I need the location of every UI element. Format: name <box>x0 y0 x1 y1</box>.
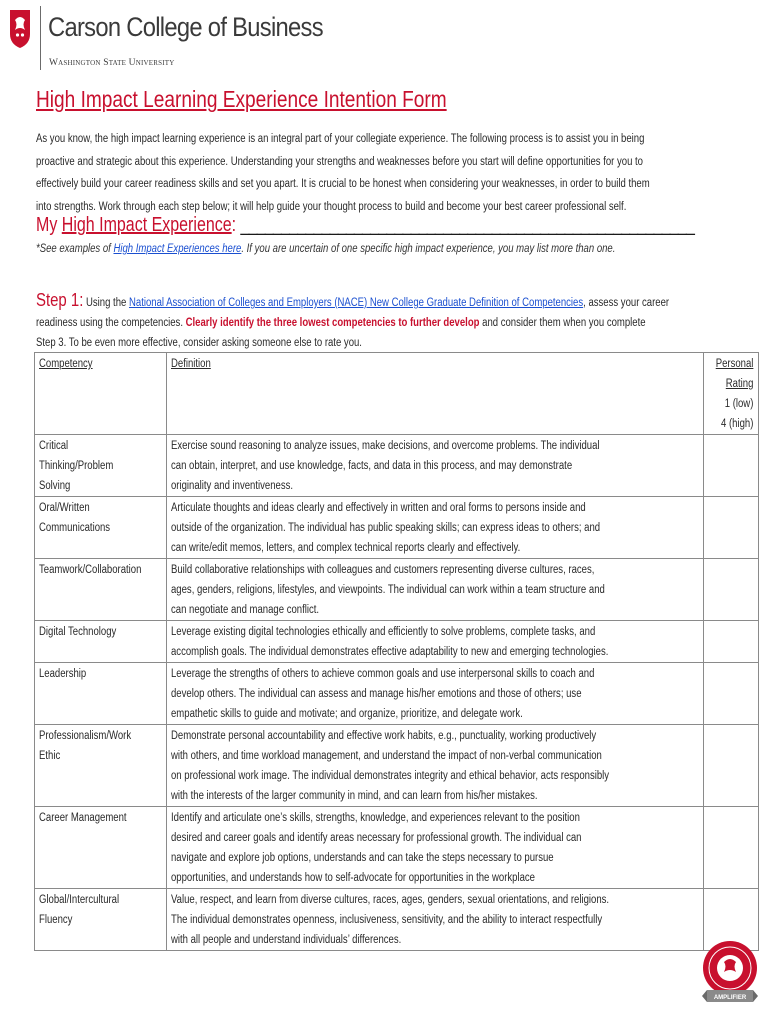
my-hie-prefix: My <box>36 214 62 236</box>
definition-line: Value, respect, and learn from diverse cultures, races, ages, genders, sexual orientations, and religions. <box>171 894 610 906</box>
table-row <box>35 725 759 807</box>
definition-line: develop others. The individual can assess and manage his/her emotions and those of others; use <box>171 688 582 700</box>
table-row <box>35 663 759 725</box>
step1-line <box>36 290 670 313</box>
definition-line: with others, and time workload management, and understand the impact of non-verbal communication <box>171 750 603 762</box>
definition-line: can write/edit memos, letters, and complex technical reports clearly and effectively. <box>171 542 521 554</box>
step1-line <box>36 313 646 333</box>
college-name: Carson College of Business <box>48 12 323 42</box>
competency-definition-cell <box>167 725 704 807</box>
step1-line2-a: readiness using the competencies. <box>36 317 186 329</box>
table-row <box>35 559 759 621</box>
header-divider <box>40 6 41 70</box>
competency-name-cell <box>35 621 167 663</box>
step1-emphasis: Clearly identify the three lowest competencies to further develop <box>185 317 480 329</box>
table-row <box>35 435 759 497</box>
intro-line: As you know, the high impact learning experience is an integral part of your collegiate experience. The following process is to assist you in being <box>36 133 645 145</box>
competency-name-line: Career Management <box>39 812 127 824</box>
header-competency: Competency <box>35 353 167 435</box>
competency-name-cell <box>35 889 167 951</box>
personal-rating-input[interactable] <box>704 435 758 497</box>
personal-rating-input[interactable] <box>704 807 758 889</box>
definition-line: can negotiate and manage conflict. <box>171 604 320 616</box>
competency-name-line: Oral/Written <box>39 502 90 514</box>
step1-label: Step 1: <box>36 290 84 310</box>
intro-line: effectively build your career readiness skills and set you apart. It is crucial to be honest when considering your weaknesses, in order to build them <box>36 178 650 190</box>
intro-line: proactive and strategic about this experience. Understanding your strengths and weaknesses before you start will define opportunities for you to <box>36 155 643 168</box>
definition-line: can obtain, interpret, and use knowledge, facts, and data in this process, and may demonstrate <box>171 460 573 472</box>
table-row <box>35 497 759 559</box>
hie-examples-link[interactable]: High Impact Experiences here <box>113 243 242 255</box>
definition-line: Leverage existing digital technologies ethically and efficiently to solve problems, complete tasks, and <box>171 626 596 638</box>
step1-text-b: , assess your career <box>583 297 670 309</box>
table-row <box>35 807 759 889</box>
see-examples-note <box>36 243 615 255</box>
my-hie-heading <box>36 214 694 237</box>
competency-name-cell <box>35 663 167 725</box>
competency-name-line: Ethic <box>39 750 61 762</box>
competency-name-line: Thinking/Problem <box>39 460 114 472</box>
definition-line: originality and inventiveness. <box>171 480 294 492</box>
competency-name-line: Digital Technology <box>39 626 117 638</box>
my-hie-colon: : <box>231 214 237 236</box>
definition-line: with the interests of the larger community in mind, and can learn from his/her mistakes. <box>171 790 538 802</box>
competency-name-line: Professionalism/Work <box>39 730 132 742</box>
definition-line: ages, genders, religions, lifestyles, and viewpoints. The individual can work within a team structure and <box>171 584 606 596</box>
definition-line: empathetic skills to guide and motivate; and organize, prioritize, and delegate work. <box>171 708 524 720</box>
table-row <box>35 621 759 663</box>
definition-line: outside of the organization. The individual has public speaking skills; can express ideas to others; and <box>171 522 601 534</box>
competency-name-line: Teamwork/Collaboration <box>39 564 142 576</box>
competency-definition-cell <box>167 621 704 663</box>
seal-ribbon-text: AMPLIFIER <box>713 995 747 1001</box>
see-examples-prefix: *See examples of <box>36 243 114 255</box>
definition-line: on professional work image. The individual demonstrates integrity and ethical behavior, acts responsibly <box>171 770 610 782</box>
competency-definition-cell <box>167 807 704 889</box>
competency-definition-cell <box>167 889 704 951</box>
competency-table <box>34 352 759 951</box>
my-hie-blank-field[interactable]: ________________________________________________________ <box>240 214 695 236</box>
competency-name-cell <box>35 807 167 889</box>
definition-line: Demonstrate personal accountability and effective work habits, e.g., punctuality, working productively <box>171 730 597 742</box>
personal-rating-input[interactable] <box>704 497 758 559</box>
competency-definition-cell <box>167 559 704 621</box>
step1-line2-b: and consider them when you complete <box>479 317 646 329</box>
definition-line: Leverage the strengths of others to achieve common goals and use interpersonal skills to coach and <box>171 668 595 680</box>
definition-line: Articulate thoughts and ideas clearly and effectively in written and oral forms to persons inside and <box>171 502 587 514</box>
nace-competencies-link[interactable]: National Association of Colleges and Employers (NACE) New College Graduate Definition of Competencies <box>128 297 584 309</box>
competency-definition-cell <box>167 497 704 559</box>
competency-name-line: Communications <box>39 522 111 534</box>
wsu-cougar-logo-icon <box>8 8 32 50</box>
form-title: High Impact Learning Experience Intention Form <box>36 86 447 112</box>
step1-instructions <box>36 290 736 353</box>
table-header-row <box>35 353 759 435</box>
header-personal-rating: Personal Rating 1 (low) 4 (high) <box>704 353 758 435</box>
step1-line: Step 3. To be even more effective, consider asking someone else to rate you. <box>36 337 362 349</box>
competency-definition-cell <box>167 663 704 725</box>
step1-text-a: Using the <box>83 297 129 309</box>
definition-line: accomplish goals. The individual demonstrates effective adaptability to new and emerging technologies. <box>171 646 609 658</box>
competency-name-line: Critical <box>39 440 69 452</box>
competency-name-line: Leadership <box>39 668 87 680</box>
personal-rating-input[interactable] <box>704 663 758 725</box>
competency-name-line: Global/Intercultural <box>39 894 120 906</box>
competency-name-line: Fluency <box>39 914 73 926</box>
definition-line: Identify and articulate one’s skills, strengths, knowledge, and experiences relevant to the position <box>171 812 581 824</box>
amplifier-seal-icon <box>701 938 759 1016</box>
definition-line: The individual demonstrates openness, inclusiveness, sensitivity, and the ability to interact respectfully <box>171 914 603 926</box>
definition-line: Exercise sound reasoning to analyze issues, make decisions, and overcome problems. The individual <box>171 440 600 452</box>
header-definition: Definition <box>167 353 704 435</box>
competency-name-cell <box>35 497 167 559</box>
my-hie-label: High Impact Experience <box>61 214 232 236</box>
competency-name-cell <box>35 559 167 621</box>
personal-rating-input[interactable] <box>704 559 758 621</box>
competency-definition-cell <box>167 435 704 497</box>
competency-name-line: Solving <box>39 480 71 492</box>
competency-name-cell <box>35 435 167 497</box>
university-name: Washington State University <box>49 58 175 68</box>
personal-rating-input[interactable] <box>704 621 758 663</box>
definition-line: with all people and understand individuals’ differences. <box>171 934 402 946</box>
see-examples-suffix: . If you are uncertain of one specific high impact experience, you may list more than one. <box>241 243 616 255</box>
competency-name-cell <box>35 725 167 807</box>
definition-line: desired and career goals and identify areas necessary for professional growth. The individual can <box>171 832 582 844</box>
intro-paragraph <box>36 128 736 218</box>
intro-line: into strengths. Work through each step below; it will help guide your thought process to build and become your best career professional self. <box>36 200 627 213</box>
definition-line: Build collaborative relationships with colleagues and customers representing diverse cultures, races, <box>171 564 595 576</box>
college-header <box>8 6 408 68</box>
definition-line: navigate and explore job options, understands and can take the steps necessary to pursue <box>171 852 554 864</box>
definition-line: opportunities, and understands how to self-advocate for opportunities in the workplace <box>171 872 536 884</box>
table-row <box>35 889 759 951</box>
personal-rating-input[interactable] <box>704 725 758 807</box>
